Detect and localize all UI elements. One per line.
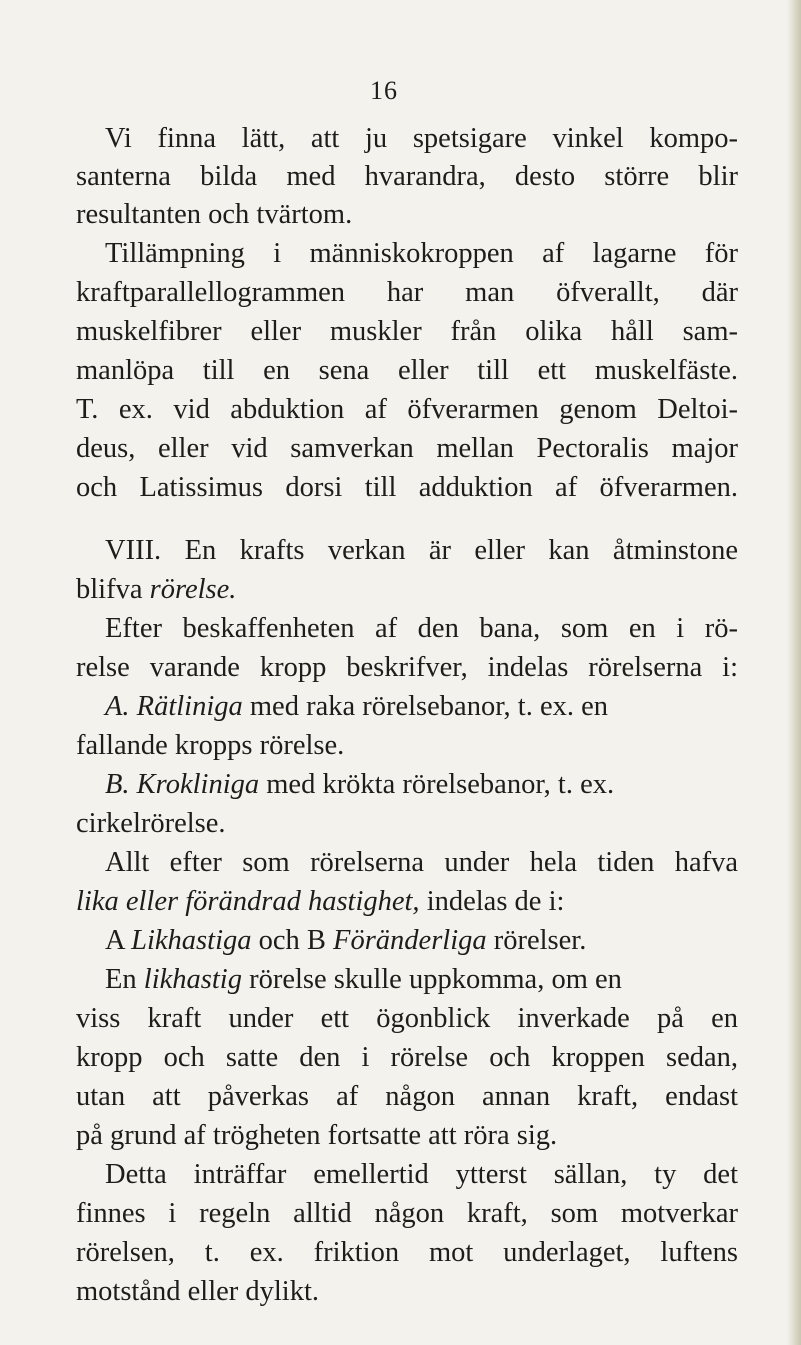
text-line: [76, 651, 738, 685]
line-text: kropp och satte den i rörelse och kroppen sedan,: [76, 1042, 738, 1073]
section-heading-line: [105, 534, 738, 568]
line-text: VIII. En krafts verkan är eller kan åtminstone: [105, 535, 738, 566]
text-line: [105, 924, 586, 958]
line-text: och Latissimus dorsi till adduktion af öfverarmen.: [76, 472, 738, 503]
text-line: [105, 768, 614, 802]
italic-term: Likhastiga: [131, 925, 252, 956]
text-line: [105, 690, 608, 724]
line-text: deus, eller vid samverkan mellan Pectoralis major: [76, 433, 738, 464]
line-text: resultanten och tvärtom.: [76, 199, 353, 230]
text-line: [105, 846, 738, 880]
line-text: Tillämpning i människokroppen af lagarne för: [105, 238, 738, 269]
italic-term: lika eller förändrad hastighet,: [76, 886, 420, 917]
text-line: [76, 198, 352, 232]
line-text: rörelsen, t. ex. friktion mot underlaget, luftens: [76, 1237, 738, 1268]
line-text: utan att påverkas af någon annan kraft, endast: [76, 1081, 738, 1112]
italic-term: rörelse.: [149, 574, 237, 605]
line-text: rörelser.: [486, 925, 587, 956]
text-line: [105, 612, 738, 646]
line-text: fallande kropps rörelse.: [76, 730, 345, 761]
text-line: [76, 276, 738, 310]
text-line: [105, 122, 738, 156]
line-text: Vi finna lätt, att ju spetsigare vinkel kompo-: [105, 123, 738, 154]
text-line: [76, 432, 738, 466]
text-line: [76, 1275, 319, 1309]
text-line: [105, 1158, 738, 1192]
line-text: relse varande kropp beskrifver, indelas rörelserna i:: [76, 652, 738, 683]
text-line: [76, 885, 564, 919]
page-number: [370, 76, 398, 106]
line-text: cirkelrörelse.: [76, 808, 226, 839]
text-line: [76, 1197, 738, 1231]
line-text: med raka rörelsebanor, t. ex. en: [242, 691, 609, 722]
italic-term: likhastig: [143, 964, 242, 995]
text-line: [105, 237, 738, 271]
text-line: [76, 471, 738, 505]
text-line: [76, 393, 738, 427]
text-line: [76, 354, 738, 388]
text-line: [76, 1236, 738, 1270]
italic-term: Rätliniga: [136, 691, 243, 722]
line-text: motstånd eller dylikt.: [76, 1276, 320, 1307]
line-text: kraftparallellogrammen har man öfverallt, där: [76, 277, 738, 308]
line-text: och B: [251, 925, 334, 956]
text-line: [76, 1002, 738, 1036]
text-line: [76, 807, 226, 841]
line-text: med krökta rörelsebanor, t. ex.: [259, 769, 615, 800]
line-text: Efter beskaffenheten af den bana, som en i rö-: [105, 613, 738, 644]
line-text: A: [105, 925, 132, 956]
text-line: [105, 963, 622, 997]
text-line: [76, 1080, 738, 1114]
line-text: finnes i regeln alltid någon kraft, som motverkar: [76, 1198, 738, 1229]
text-line: [76, 1119, 557, 1153]
page-number-text: 16: [370, 76, 398, 105]
line-text: En: [105, 964, 144, 995]
line-text: viss kraft under ett ögonblick inverkade på en: [76, 1003, 738, 1034]
text-line: [76, 1041, 738, 1075]
text-line: [76, 573, 236, 607]
line-text: rörelse skulle uppkomma, om en: [241, 964, 622, 995]
line-text: Detta inträffar emellertid ytterst sällan, ty det: [105, 1159, 738, 1190]
line-text: blifva: [76, 574, 150, 605]
italic-term: Föränderliga: [333, 925, 487, 956]
line-text: på grund af trögheten fortsatte att röra sig.: [76, 1120, 558, 1151]
text-line: [76, 160, 738, 194]
italic-term: B.: [105, 769, 137, 800]
line-text: manlöpa till en sena eller till ett muskelfäste.: [76, 355, 738, 386]
text-line: [76, 729, 344, 763]
italic-term: Krokliniga: [136, 769, 260, 800]
line-text: indelas de i:: [419, 886, 565, 917]
page-edge-shadow: [787, 0, 801, 1345]
text-line: [76, 315, 738, 349]
line-text: muskelfibrer eller muskler från olika håll sam-: [76, 316, 738, 347]
italic-term: A.: [105, 691, 137, 722]
line-text: santerna bilda med hvarandra, desto större blir: [76, 161, 738, 192]
line-text: Allt efter som rörelserna under hela tiden hafva: [105, 847, 738, 878]
line-text: T. ex. vid abduktion af öfverarmen genom Deltoi-: [76, 394, 738, 425]
